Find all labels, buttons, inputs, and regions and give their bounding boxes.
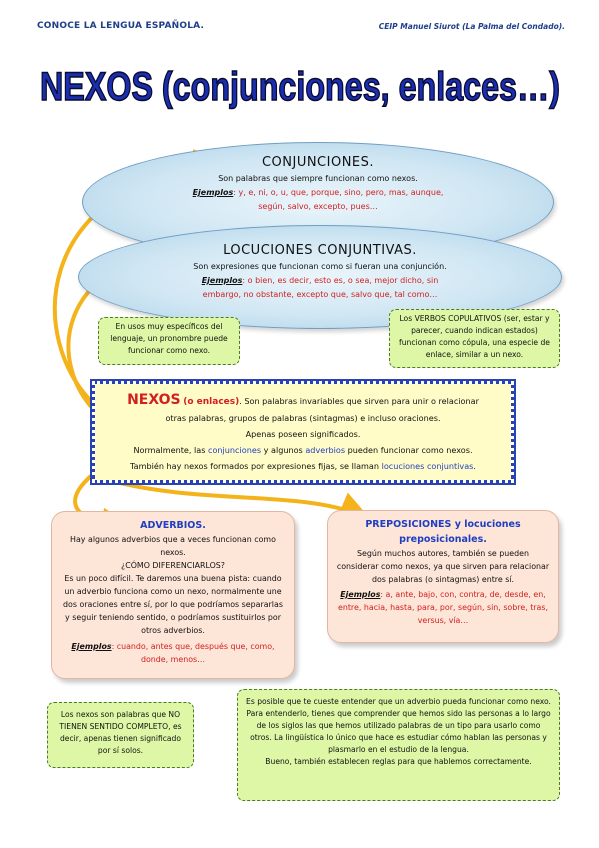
note-adverbio-nexo [237,689,560,801]
locuciones-dot: . [412,243,417,258]
adverbios-explanation: Es un poco difícil. Te daremos una buena pista: cuando un adverbio funciona como un nexo, normalmente une dos oraciones entre sí, por lo que podríamos separarlas y seguir teniendo sentido, o podríamos sustituirlos por otros adverbios. [63,574,283,635]
nexos-line5 [103,458,503,474]
conjunciones-definition: Son palabras que siempre funcionan como nexos. [218,174,418,183]
nexos-subtitle: (o enlaces) [183,397,240,407]
conjunciones-examples-label: Ejemplos [192,188,234,197]
note-final-p1: Es posible que te cueste entender que un adverbio pueda funcionar como nexo. [246,697,551,706]
locuciones-content [118,242,522,302]
nexos-link-adverbios: adverbios [305,445,346,455]
nexos-definition-box [90,379,516,485]
adverbios-card [51,511,295,679]
conjunciones-content [120,154,516,214]
adverbios-examples-label: Ejemplos [71,642,112,651]
locuciones-examples-1: : o bien, es decir, esto es, o sea, mejor dicho, sin [242,276,439,285]
preposiciones-description: Según muchos autores, también se pueden considerar como nexos, ya que sirven para relacionar dos palabras (o sintagmas) entre sí. [336,549,550,584]
nexos-link-conjunciones: conjunciones [208,445,262,455]
nexos-line5-b: . [473,461,476,471]
arrow-to-preposiciones [108,480,360,515]
nexos-line4-b: y algunos [261,445,306,455]
note-sin-sentido: Los nexos son palabras que NO TIENEN SENTIDO COMPLETO, es decir, apenas tienen significado por sí solos. [47,702,194,768]
nexos-line4-a: Normalmente, las [133,445,209,455]
locuciones-definition: Son expresiones que funcionan como si fueran una conjunción. [193,262,447,271]
adverbios-question: ¿CÓMO DIFERENCIARLOS? [121,561,225,570]
conjunciones-examples-1: : y, e, ni, o, u, que, porque, sino, pero, mas, aunque, [233,188,444,197]
nexos-line4-c: pueden funcionar como nexos. [345,445,473,455]
conjunciones-dot: . [369,155,375,170]
locuciones-examples-label: Ejemplos [201,276,243,285]
adverbios-heading: ADVERBIOS [140,520,203,531]
note-final-p3: Bueno, también establecen reglas para que hablemos correctamente. [265,757,532,766]
nexos-line5-a: También hay nexos formados por expresiones fijas, se llaman [130,461,382,471]
adverbios-dot: . [202,520,206,531]
nexos-title: NEXOS [127,392,181,408]
preposiciones-heading: PREPOSICIONES y locuciones preposicionales [365,519,521,545]
header-school: CEIP Manuel Siurot (La Palma del Condado). [378,22,565,31]
adverbios-examples: : cuando, antes que, después que, como, donde, menos… [111,642,275,664]
nexos-line2: otras palabras, grupos de palabras (sintagmas) e incluso oraciones. [165,413,441,423]
note-final-p2: Para entenderlo, tienes que comprender que hemos sido las personas a lo largo de los siglos las que hemos utilizado palabras de un tipo para usarlo como otros. La lingüística lo único que hace es estudiar cómo hablan las personas y plasmarlo en el estudio de la lengua. [246,709,551,754]
conjunciones-examples-2: según, salvo, excepto, pues… [258,202,378,211]
nexos-line1: . Son palabras invariables que sirven para unir o relacionar [239,396,479,406]
header-subject: CONOCE LA LENGUA ESPAÑOLA. [37,21,205,31]
note-verbos-copulativos: Los VERBOS COPULATIVOS (ser, estar y parecer, cuando indican estados) funcionan como cópula, una especie de enlace, similar a un nexo. [389,309,560,368]
preposiciones-dot: . [483,534,487,545]
locuciones-heading: LOCUCIONES CONJUNTIVAS [223,243,413,258]
preposiciones-examples: : a, ante, bajo, con, contra, de, desde, en, entre, hacia, hasta, para, por, según, sin, sobre, tras, versus, vía… [337,590,549,625]
preposiciones-card [327,510,559,643]
svg-text:NEXOS (conjunciones, enlaces…: NEXOS (conjunciones, enlaces…) [40,65,560,109]
note-pronombre: En usos muy específicos del lenguaje, un pronombre puede funcionar como nexo. [98,317,240,365]
conjunciones-heading: CONJUNCIONES [261,155,370,170]
page-title [30,48,570,118]
locuciones-examples-2: embargo, no obstante, excepto que, salvo que, tal como… [202,290,438,299]
nexos-line4 [103,442,503,458]
preposiciones-examples-label: Ejemplos [340,590,381,599]
nexos-line3: Apenas poseen significados. [245,429,361,439]
adverbios-intro: Hay algunos adverbios que a veces funcionan como nexos. [70,535,276,557]
nexos-link-locuciones: locuciones conjuntivas [381,461,474,471]
